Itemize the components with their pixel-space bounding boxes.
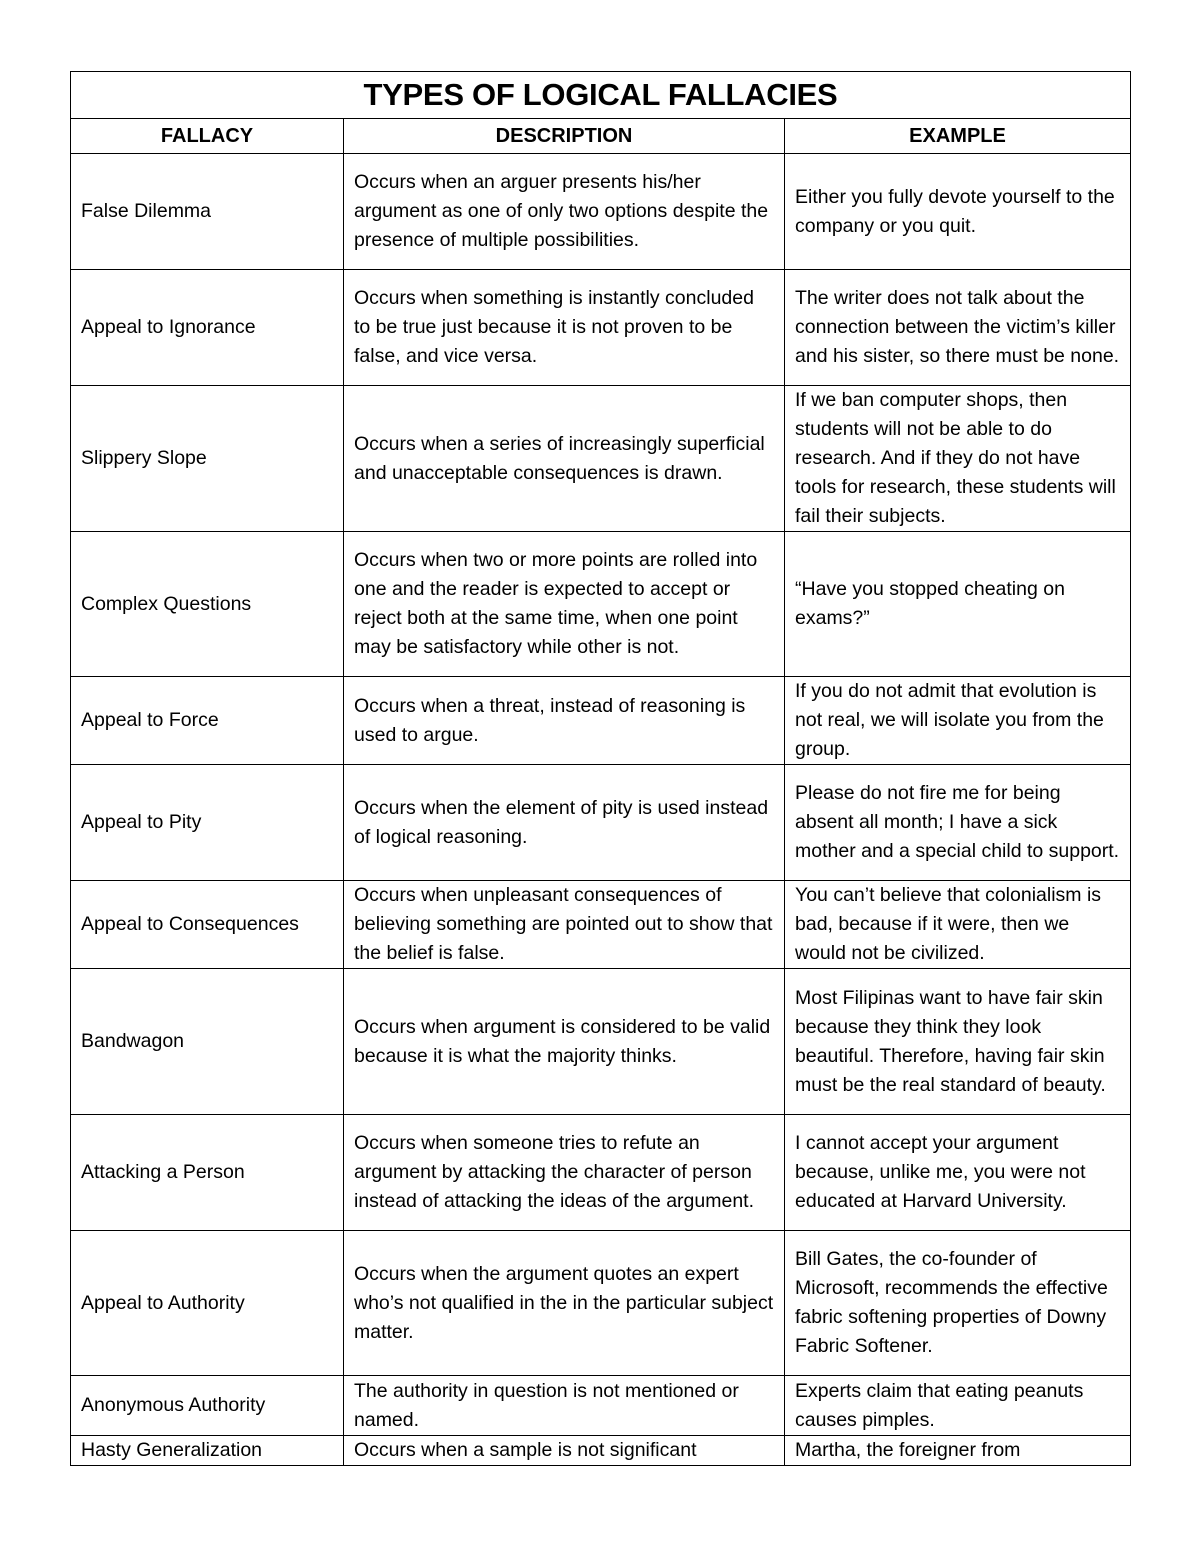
fallacy-name: Appeal to Force (71, 677, 344, 765)
fallacy-example: Most Filipinas want to have fair skin because they think they look beautiful. Therefore, having fair skin must be the real standard of beauty. (785, 969, 1131, 1115)
fallacy-description: Occurs when unpleasant consequences of believing something are pointed out to show that the belief is false. (344, 881, 785, 969)
fallacy-example: Martha, the foreigner from (785, 1436, 1131, 1466)
table-row (71, 1231, 1131, 1376)
fallacy-name: Bandwagon (71, 969, 344, 1115)
fallacy-description: Occurs when the argument quotes an expert who’s not qualified in the in the particular subject matter. (344, 1231, 785, 1376)
header-row (71, 119, 1131, 154)
fallacy-description: Occurs when the element of pity is used instead of logical reasoning. (344, 765, 785, 881)
column-header-description: DESCRIPTION (344, 119, 785, 154)
document-title: TYPES OF LOGICAL FALLACIES (71, 72, 1131, 119)
table-row (71, 969, 1131, 1115)
fallacy-name: Attacking a Person (71, 1115, 344, 1231)
fallacy-description: Occurs when an arguer presents his/her argument as one of only two options despite the presence of multiple possibilities. (344, 154, 785, 270)
fallacy-example: “Have you stopped cheating on exams?” (785, 532, 1131, 677)
fallacy-description: Occurs when two or more points are rolled into one and the reader is expected to accept or reject both at the same time, when one point may be satisfactory while other is not. (344, 532, 785, 677)
fallacy-name: Appeal to Consequences (71, 881, 344, 969)
table-row (71, 270, 1131, 386)
fallacy-example: You can’t believe that colonialism is bad, because if it were, then we would not be civilized. (785, 881, 1131, 969)
fallacy-description: Occurs when something is instantly concluded to be true just because it is not proven to be false, and vice versa. (344, 270, 785, 386)
fallacy-example: Bill Gates, the co-founder of Microsoft, recommends the effective fabric softening properties of Downy Fabric Softener. (785, 1231, 1131, 1376)
fallacy-example: If we ban computer shops, then students will not be able to do research. And if they do not have tools for research, these students will fail their subjects. (785, 386, 1131, 532)
fallacies-table (70, 71, 1131, 1466)
column-header-fallacy: FALLACY (71, 119, 344, 154)
table-row (71, 532, 1131, 677)
table-row (71, 154, 1131, 270)
fallacy-description: Occurs when a series of increasingly superficial and unacceptable consequences is drawn. (344, 386, 785, 532)
fallacy-description: Occurs when a sample is not significant (344, 1436, 785, 1466)
fallacy-name: Slippery Slope (71, 386, 344, 532)
fallacy-name: Anonymous Authority (71, 1376, 344, 1436)
table-row (71, 1115, 1131, 1231)
fallacy-example: Experts claim that eating peanuts causes pimples. (785, 1376, 1131, 1436)
fallacy-example: Please do not fire me for being absent all month; I have a sick mother and a special child to support. (785, 765, 1131, 881)
fallacy-description: Occurs when argument is considered to be valid because it is what the majority thinks. (344, 969, 785, 1115)
table-row (71, 765, 1131, 881)
fallacy-example: If you do not admit that evolution is not real, we will isolate you from the group. (785, 677, 1131, 765)
fallacy-name: Complex Questions (71, 532, 344, 677)
fallacy-description: The authority in question is not mentioned or named. (344, 1376, 785, 1436)
fallacy-example: Either you fully devote yourself to the company or you quit. (785, 154, 1131, 270)
fallacy-example: The writer does not talk about the connection between the victim’s killer and his sister, so there must be none. (785, 270, 1131, 386)
fallacy-name: False Dilemma (71, 154, 344, 270)
table-row (71, 386, 1131, 532)
title-row (71, 72, 1131, 119)
table-row (71, 677, 1131, 765)
fallacy-example: I cannot accept your argument because, unlike me, you were not educated at Harvard University. (785, 1115, 1131, 1231)
column-header-example: EXAMPLE (785, 119, 1131, 154)
table-row (71, 1376, 1131, 1436)
fallacy-name: Appeal to Ignorance (71, 270, 344, 386)
fallacy-name: Appeal to Pity (71, 765, 344, 881)
table-row (71, 1436, 1131, 1466)
fallacy-description: Occurs when someone tries to refute an argument by attacking the character of person instead of attacking the ideas of the argument. (344, 1115, 785, 1231)
table-row (71, 881, 1131, 969)
fallacy-name: Appeal to Authority (71, 1231, 344, 1376)
fallacy-name: Hasty Generalization (71, 1436, 344, 1466)
fallacy-description: Occurs when a threat, instead of reasoning is used to argue. (344, 677, 785, 765)
